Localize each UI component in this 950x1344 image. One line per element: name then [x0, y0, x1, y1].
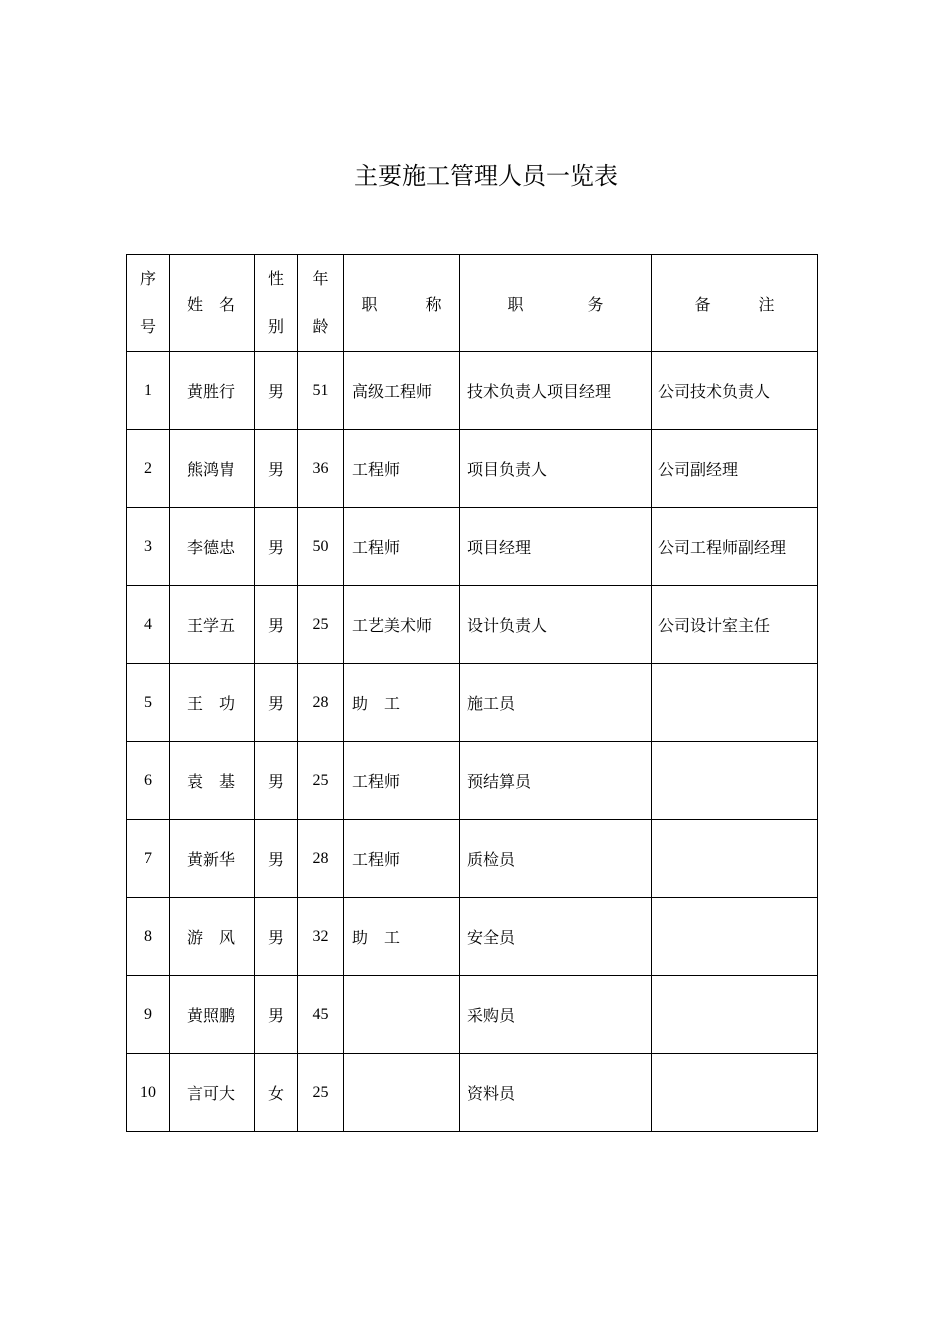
cell-age: 32	[298, 898, 344, 976]
header-title: 职 称	[344, 255, 460, 352]
cell-title: 助 工	[344, 898, 460, 976]
cell-title: 助 工	[344, 664, 460, 742]
table-row	[127, 1054, 818, 1132]
cell-name: 游 风	[170, 898, 255, 976]
cell-duty: 安全员	[460, 898, 652, 976]
cell-gender: 男	[255, 820, 298, 898]
cell-title	[344, 1054, 460, 1132]
cell-title: 工程师	[344, 508, 460, 586]
cell-duty: 施工员	[460, 664, 652, 742]
cell-note: 公司副经理	[652, 430, 818, 508]
cell-name: 言可大	[170, 1054, 255, 1132]
cell-title: 高级工程师	[344, 352, 460, 430]
cell-name: 袁 基	[170, 742, 255, 820]
cell-gender: 男	[255, 742, 298, 820]
cell-age: 25	[298, 742, 344, 820]
cell-gender: 男	[255, 430, 298, 508]
cell-note: 公司技术负责人	[652, 352, 818, 430]
cell-duty: 采购员	[460, 976, 652, 1054]
cell-title	[344, 976, 460, 1054]
table-row	[127, 820, 818, 898]
header-number-top: 序	[139, 269, 156, 288]
cell-age: 28	[298, 664, 344, 742]
table-row	[127, 586, 818, 664]
header-name: 姓 名	[170, 255, 255, 352]
cell-age: 25	[298, 586, 344, 664]
cell-number: 7	[127, 820, 170, 898]
cell-number: 4	[127, 586, 170, 664]
header-number-bottom: 号	[139, 317, 156, 336]
cell-duty: 技术负责人项目经理	[460, 352, 652, 430]
cell-gender: 男	[255, 976, 298, 1054]
cell-note	[652, 976, 818, 1054]
cell-number: 9	[127, 976, 170, 1054]
cell-note: 公司设计室主任	[652, 586, 818, 664]
cell-name: 熊鸿胄	[170, 430, 255, 508]
cell-number: 1	[127, 352, 170, 430]
header-age	[298, 255, 344, 352]
cell-note	[652, 664, 818, 742]
cell-gender: 女	[255, 1054, 298, 1132]
cell-number: 3	[127, 508, 170, 586]
cell-age: 45	[298, 976, 344, 1054]
cell-number: 6	[127, 742, 170, 820]
cell-note	[652, 820, 818, 898]
cell-gender: 男	[255, 352, 298, 430]
staff-table	[126, 254, 818, 1132]
header-age-bottom: 龄	[312, 317, 329, 336]
header-gender-top: 性	[267, 269, 284, 288]
cell-title: 工程师	[344, 820, 460, 898]
cell-note	[652, 742, 818, 820]
table-row	[127, 508, 818, 586]
table-row	[127, 898, 818, 976]
cell-age: 50	[298, 508, 344, 586]
cell-title: 工程师	[344, 742, 460, 820]
cell-number: 10	[127, 1054, 170, 1132]
cell-gender: 男	[255, 664, 298, 742]
cell-duty: 质检员	[460, 820, 652, 898]
cell-name: 王学五	[170, 586, 255, 664]
cell-age: 36	[298, 430, 344, 508]
table-header-row	[127, 255, 818, 352]
cell-title: 工艺美术师	[344, 586, 460, 664]
cell-name: 黄新华	[170, 820, 255, 898]
cell-duty: 预结算员	[460, 742, 652, 820]
cell-name: 黄胜行	[170, 352, 255, 430]
table-row	[127, 664, 818, 742]
header-gender-bottom: 别	[267, 317, 284, 336]
header-age-top: 年	[312, 269, 329, 288]
header-note: 备 注	[652, 255, 818, 352]
table-row	[127, 742, 818, 820]
cell-number: 5	[127, 664, 170, 742]
table-row	[127, 352, 818, 430]
table-row	[127, 976, 818, 1054]
cell-age: 51	[298, 352, 344, 430]
cell-duty: 项目经理	[460, 508, 652, 586]
header-number	[127, 255, 170, 352]
cell-number: 8	[127, 898, 170, 976]
cell-duty: 资料员	[460, 1054, 652, 1132]
cell-duty: 项目负责人	[460, 430, 652, 508]
cell-age: 25	[298, 1054, 344, 1132]
cell-note	[652, 1054, 818, 1132]
cell-duty: 设计负责人	[460, 586, 652, 664]
cell-gender: 男	[255, 508, 298, 586]
cell-name: 王 功	[170, 664, 255, 742]
table-row	[127, 430, 818, 508]
page-title: 主要施工管理人员一览表	[354, 162, 618, 190]
cell-age: 28	[298, 820, 344, 898]
cell-gender: 男	[255, 586, 298, 664]
cell-title: 工程师	[344, 430, 460, 508]
header-duty: 职 务	[460, 255, 652, 352]
cell-number: 2	[127, 430, 170, 508]
cell-name: 李德忠	[170, 508, 255, 586]
cell-note: 公司工程师副经理	[652, 508, 818, 586]
header-gender	[255, 255, 298, 352]
cell-name: 黄照鹏	[170, 976, 255, 1054]
cell-gender: 男	[255, 898, 298, 976]
cell-note	[652, 898, 818, 976]
